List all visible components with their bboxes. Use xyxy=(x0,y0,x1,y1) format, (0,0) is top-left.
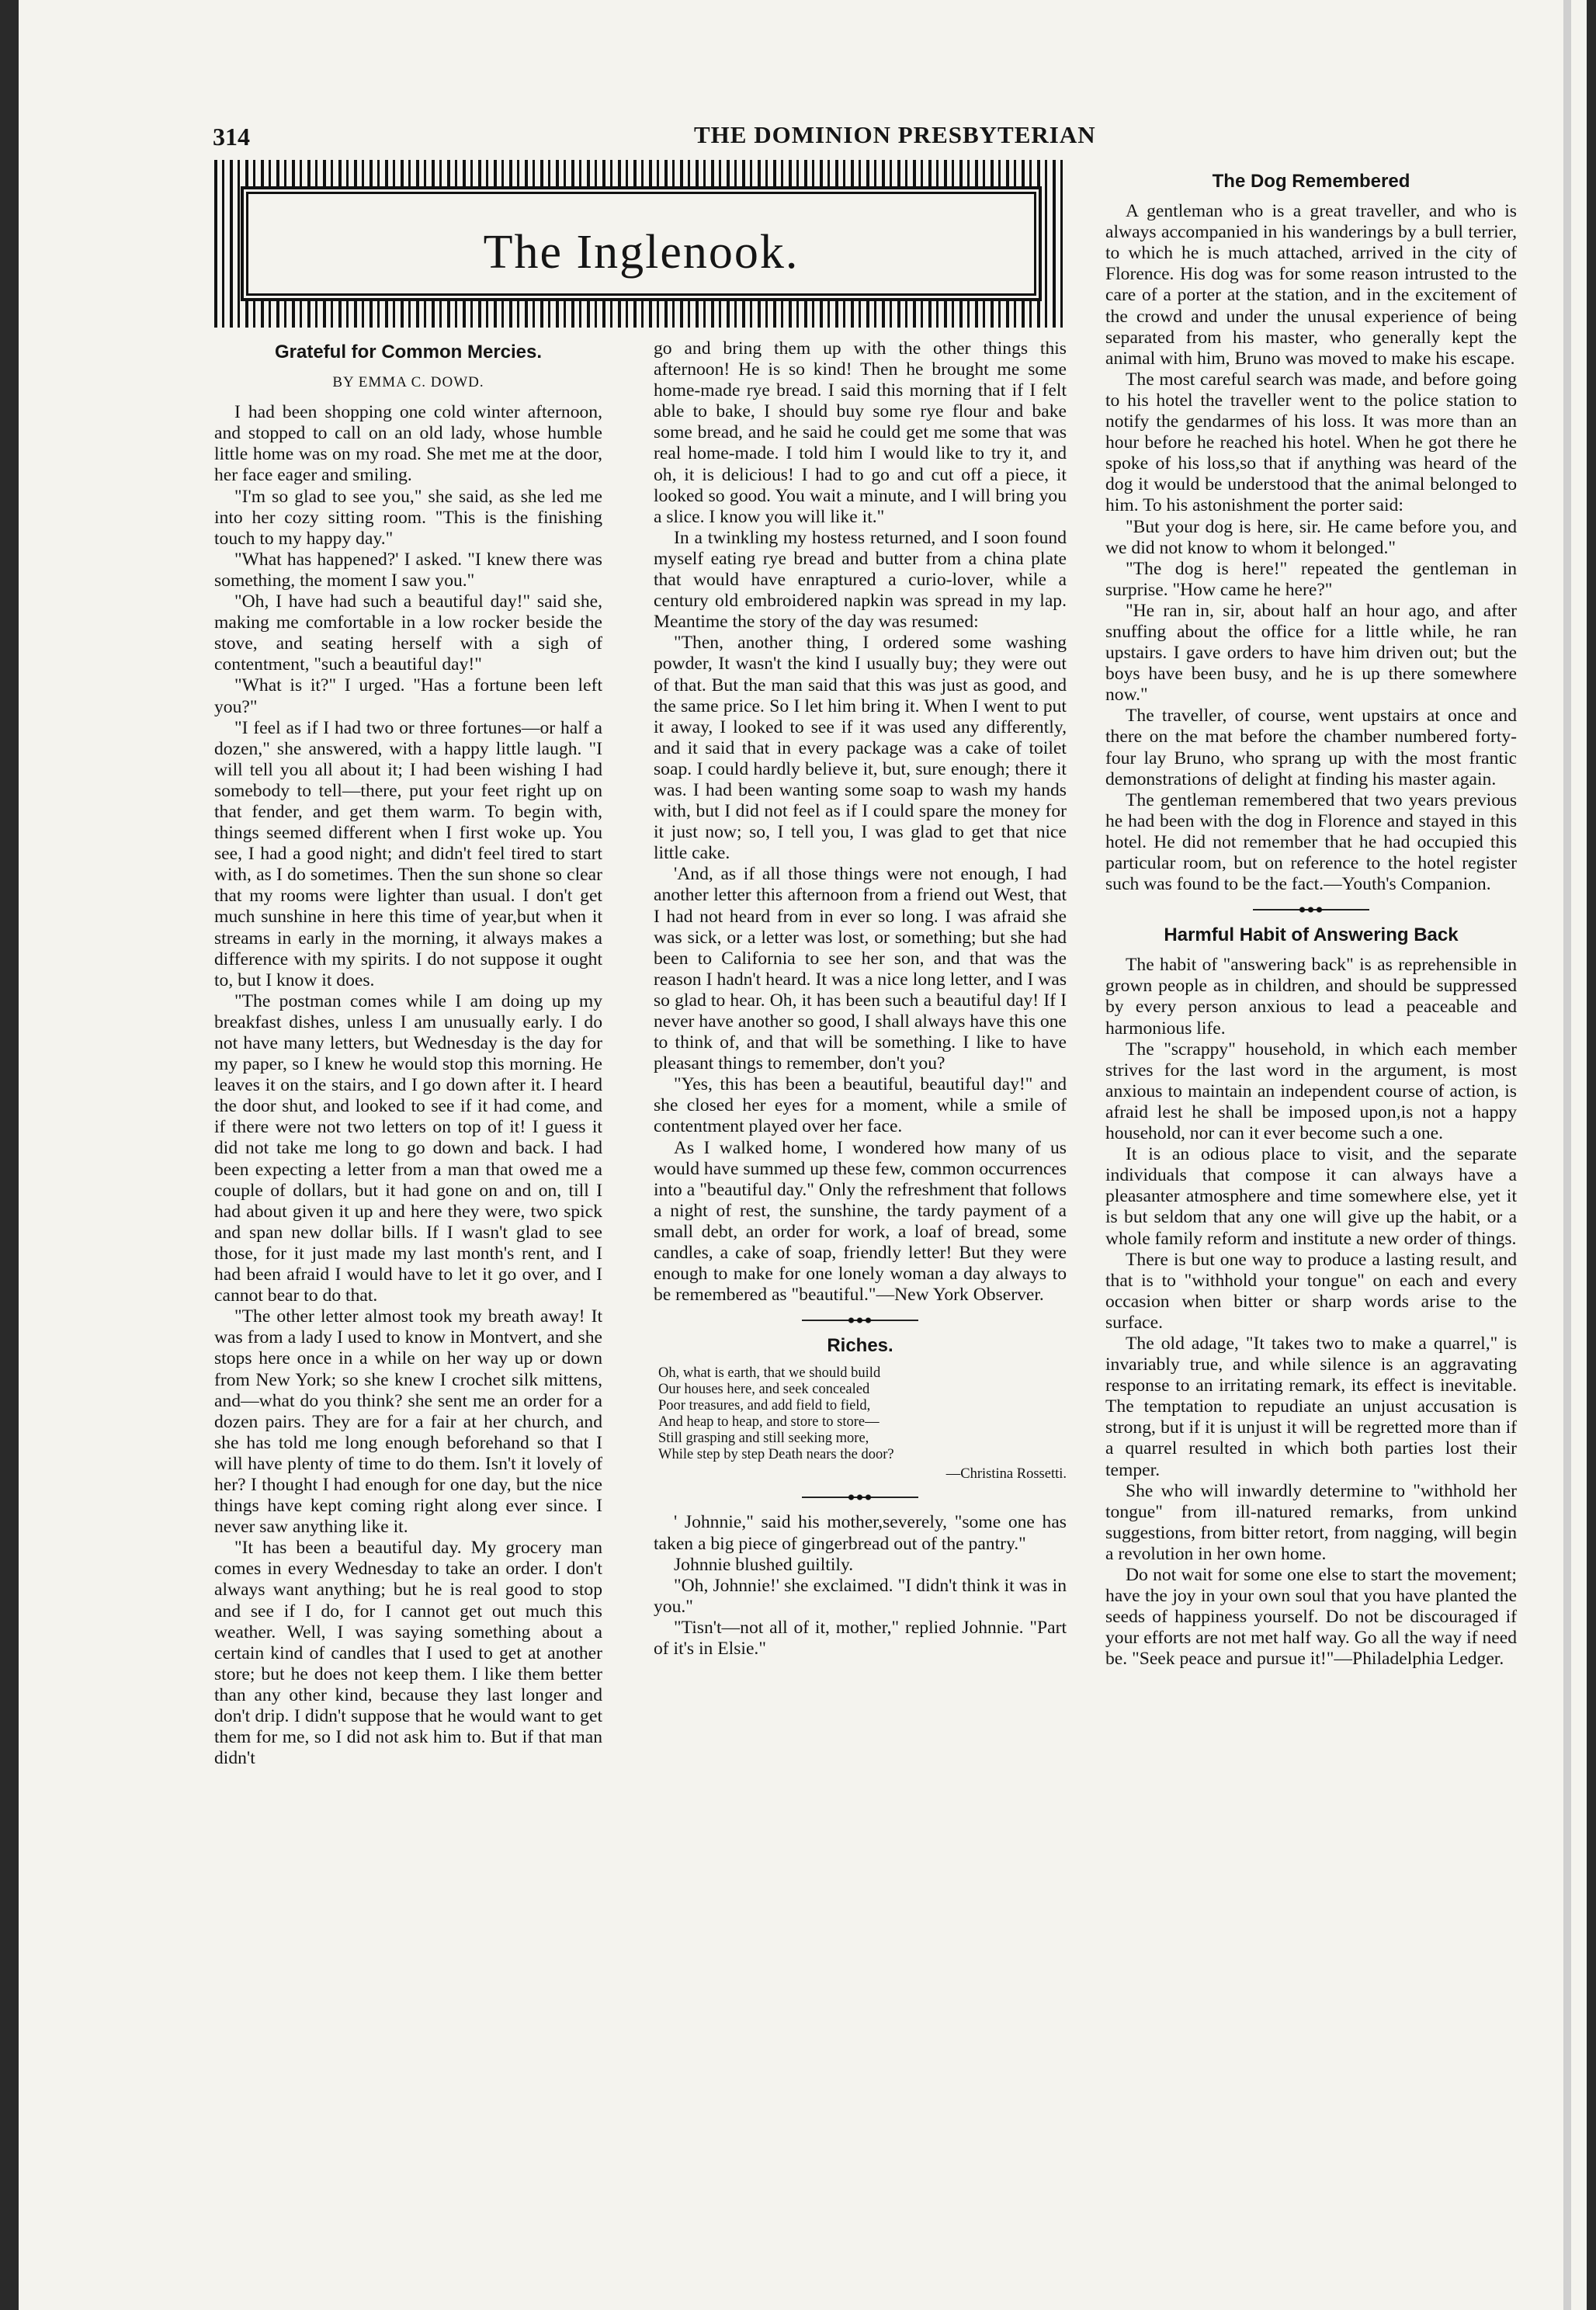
paragraph: The traveller, of course, went upstairs at once and there on the mat before the chamber numbered forty-four lay Bruno, who sprang up with the most frantic demonstrations of delight at finding his master again. xyxy=(1105,706,1517,789)
page-number: 314 xyxy=(213,123,250,151)
paragraph: She who will inwardly determine to "withhold her tongue" from ill-natured remarks, from unkind suggestions, from bitter retort, from nagging, will begin a revolution in her own home. xyxy=(1105,1480,1517,1564)
paragraph: In a twinkling my hostess returned, and I soon found myself eating rye bread and butter from a china plate that would have enraptured a curio-lover, while a century old embroidered napkin was spread in my lap. Meantime the story of the day was resumed: xyxy=(654,527,1067,633)
paragraph: "Oh, Johnnie!' she exclaimed. "I didn't think it was in you." xyxy=(654,1575,1067,1617)
poem-line: While step by step Death nears the door? xyxy=(658,1447,894,1463)
paragraph: I had been shopping one cold winter afternoon, and stopped to call on an old lady, whose humble little home was on my road. She met me at the door, her face eager and smiling. xyxy=(214,402,602,486)
banner-frame xyxy=(241,186,1042,301)
paragraph: Johnnie blushed guiltily. xyxy=(674,1554,854,1575)
column-1 xyxy=(214,338,602,1769)
paragraph: "I'm so glad to see you," she said, as she led me into her cozy sitting room. "This is the finishing touch to my happy day." xyxy=(214,486,602,549)
paragraph: Do not wait for some one else to start the movement; have the joy in your own soul that you have planted the seeds of happiness yourself. Do not be discouraged if your efforts are not met half way. Go all the way if need be. "Seek peace and pursue it!"—Philadelphia Ledger. xyxy=(1105,1565,1517,1670)
paragraph: "The postman comes while I am doing up my breakfast dishes, unless I am unusually early. I do not have many letters, but Wednesday is the day for my paper, so I knew he would stop this morning. He leaves it on the stairs, and I go down after it. I heard the door shut, and looked to see if it had come, and if there were not two letters on top of it! I guess it did not take me long to go down and back. I had been expecting a letter from a man that owed me a couple of dollars, but it had gone on and on, till I had about given it up and here they were, two spick and span new dollar bills. If I wasn't glad to see those, for it just made my last month's rent, and I had been afraid I would have to let it go over, and I cannot bear to do that. xyxy=(214,990,602,1306)
page-edge xyxy=(1563,0,1571,2310)
paragraph: "Then, another thing, I ordered some washing powder, It wasn't the kind I usually buy; they were out of that. But the man said that this was just as good, and the same price. So I let him bring it. When I went to put it away, I looked to see if it was used any differently, and it said that in every package was a cake of toilet soap. I could hardly believe it, but, sure enough; there it was. I had been wanting some soap to wash my hands with, but I did not feel as if I could spare the money for it just now; so, I tell you, I was glad to get that nice little cake. xyxy=(654,633,1067,864)
paragraph: The habit of "answering back" is as reprehensible in grown people as in children, and should be suppressed by every person anxious to lead a peaceable and harmonious life. xyxy=(1105,955,1517,1039)
article-byline: BY EMMA C. DOWD. xyxy=(332,374,484,391)
paragraph: The "scrappy" household, in which each member strives for the last word in the argument, is most anxious to maintain an independent course of action, is afraid lest he shall be imposed upon,is not a happy household, nor can it ever become such a one. xyxy=(1105,1039,1517,1144)
paragraph: "Oh, I have had such a beautiful day!" said she, making me comfortable in a low rocker beside the stove, and seating herself with a sigh of contentment, "such a beautiful day!" xyxy=(214,591,602,675)
paragraph: ' Johnnie," said his mother,severely, "some one has taken a big piece of gingerbread out of the pantry." xyxy=(654,1512,1067,1554)
paragraph: "The other letter almost took my breath away! It was from a lady I used to know in Montvert, and she stops here once in a while on her way up or down from New York; so she knew I crochet silk mittens, and—what do you think? she sent me an order for a dozen pairs. They are for a fair at her church, and she has told me long enough beforehand so that I will have plenty of time to do them. Isn't it lovely of her? I thought I had enough for one day, but the nice things have kept coming right along ever since. I never saw anything like it. xyxy=(214,1306,602,1538)
paragraph: "Yes, this has been a beautiful, beautiful day!" and she closed her eyes for a moment, while a smile of contentment played over her face. xyxy=(654,1074,1067,1137)
paragraph: The gentleman remembered that two years previous he had been with the dog in Florence and stayed in this hotel. He did not remember that he had occupied this particular room, but on reference to the hotel register such was found to be the fact.—Youth's Companion. xyxy=(1105,789,1517,895)
paragraph: As I walked home, I wondered how many of us would have summed up these few, common occurrences into a "beautiful day." Only the refreshment that follows a night of rest, the sunshine, the tardy payment of a small debt, an order for work, a loaf of bread, some candles, a cake of soap, friendly letter! But they were enough to make for one lonely woman a day always to be remembered as "beautiful."—New York Observer. xyxy=(654,1137,1067,1306)
section-banner xyxy=(214,160,1068,328)
poem-line: And heap to heap, and store to store— xyxy=(658,1414,880,1431)
poem-line: Our houses here, and seek concealed xyxy=(658,1382,870,1398)
paragraph: go and bring them up with the other things this afternoon! He is so kind! Then he brought me some home-made rye bread. I said this morning that if I felt able to bake, I should buy some rye flour and bake some bread, and he said he could get me some that was real home-made. I told him I would like to try it, and oh, it is delicious! I had to go and cut off a piece, it looked so good. You wait a minute, and I will bring you a slice. I know you will like it." xyxy=(654,338,1067,527)
paragraph: The most careful search was made, and before going to his hotel the traveller went to the police station to notify the gendarmes of his loss. It was more than an hour before he reached his hotel. When he got there he spoke of his loss,so that if anything was heard of the dog it would be understood that the animal belonged to him. To his astonishment the porter said: xyxy=(1105,369,1517,516)
paragraph: "The dog is here!" repeated the gentleman in surprise. "How came he here?" xyxy=(1105,558,1517,600)
paragraph: The old adage, "It takes two to make a quarrel," is invariably true, and while silence is an aggravating response to an irritating remark, its effect is inevitable. The temptation to repudiate an unjust accusation is strong, but if it is unjust it will be regretted more than if a quarrel resulted in which both parties lost their temper. xyxy=(1105,1333,1517,1480)
column-3 xyxy=(1105,168,1517,1670)
poem-title: Riches. xyxy=(827,1335,893,1357)
section-divider xyxy=(802,1497,918,1498)
article-title: Harmful Habit of Answering Back xyxy=(1164,924,1459,946)
paragraph: "It has been a beautiful day. My grocery man comes in every Wednesday to take an order. I don't always want anything; but he is real good to stop and see if I do, for I cannot get out much this weather. Well, I was saying something about a certain kind of candles that I used to get at another store; but he does not keep them. I like them better than any other kind, because they last longer and don't drip. I didn't suppose that he would want to get them for me, so I did not ask him to. But if that man didn't xyxy=(214,1538,602,1769)
poem-attribution: —Christina Rossetti. xyxy=(945,1466,1067,1483)
paragraph: 'And, as if all those things were not enough, I had another letter this afternoon from a friend out West, that I had not heard from in ever so long. I was afraid she was sick, or a letter was lost, or something; but she had been to California to see her son, and that was the reason I hadn't heard. It was a nice long letter, and I was so glad to hear. Oh, it has been such a beautiful day! If I never have another so good, I shall always have this one to think of, and that will be something. I like to have pleasant things to remember, don't you? xyxy=(654,864,1067,1074)
section-divider xyxy=(802,1320,918,1321)
running-head: THE DOMINION PRESBYTERIAN xyxy=(694,121,1096,148)
paragraph: "But your dog is here, sir. He came before you, and we did not know to whom it belonged." xyxy=(1105,516,1517,558)
paragraph: A gentleman who is a great traveller, and who is always accompanied in his wanderings by a bull terrier, to which he is much attached, arrived in the city of Florence. His dog was for some reason intrusted to the care of a porter at the station, and in the excitement of the crowd and under the unusal experience of being separated from his master, who generally kept the animal with him, Bruno was moved to make his escape. xyxy=(1105,201,1517,369)
newspaper-page xyxy=(19,0,1587,2310)
paragraph: "I feel as if I had two or three fortunes—or half a dozen," she answered, with a happy little laugh. "I will tell you all about it; I had been wishing I had somebody to tell—there, put your feet right up on that fender, and get them warm. To begin with, things seemed different when I first woke up. You see, I had a good night; and didn't feel tired to start with, as I do sometimes. Then the sun shone so clear that my rooms were lighter than usual. I don't get much sunshine in here this time of year,but when it streams in early in the morning, it always makes a difference with my spirits. I do not suppose it ought to, but I know it does. xyxy=(214,717,602,990)
section-divider xyxy=(1253,909,1369,910)
paragraph: "He ran in, sir, about half an hour ago, and after snuffing about the office for a little while, he ran upstairs. I gave orders to have him driven out; but the boys have been busy, and he is up there somewhere now." xyxy=(1105,600,1517,706)
column-2 xyxy=(654,338,1067,1660)
paragraph: There is but one way to produce a lasting result, and that is to "withhold your tongue" on each and every occasion when bitter or sharp words arise to the surface. xyxy=(1105,1249,1517,1333)
banner-title: The Inglenook. xyxy=(483,226,800,279)
paragraph: "Tisn't—not all of it, mother," replied Johnnie. "Part of it's in Elsie." xyxy=(654,1617,1067,1659)
article-title: The Dog Remembered xyxy=(1212,171,1410,192)
poem xyxy=(658,1365,1067,1483)
paragraph: It is an odious place to visit, and the separate individuals that compose it can always have a pleasanter atmosphere and time somewhere else, yet it is but seldom that any one will give up the habit, or a whole family reform and institute a new order of things. xyxy=(1105,1144,1517,1249)
poem-line: Still grasping and still seeking more, xyxy=(658,1431,869,1447)
article-title: Grateful for Common Mercies. xyxy=(274,342,543,362)
poem-line: Oh, what is earth, that we should build xyxy=(658,1365,881,1382)
paragraph: "What is it?" I urged. "Has a fortune been left you?" xyxy=(214,675,602,717)
paragraph: "What has happened?' I asked. "I knew there was something, the moment I saw you." xyxy=(214,549,602,591)
poem-line: Poor treasures, and add field to field, xyxy=(658,1398,871,1414)
